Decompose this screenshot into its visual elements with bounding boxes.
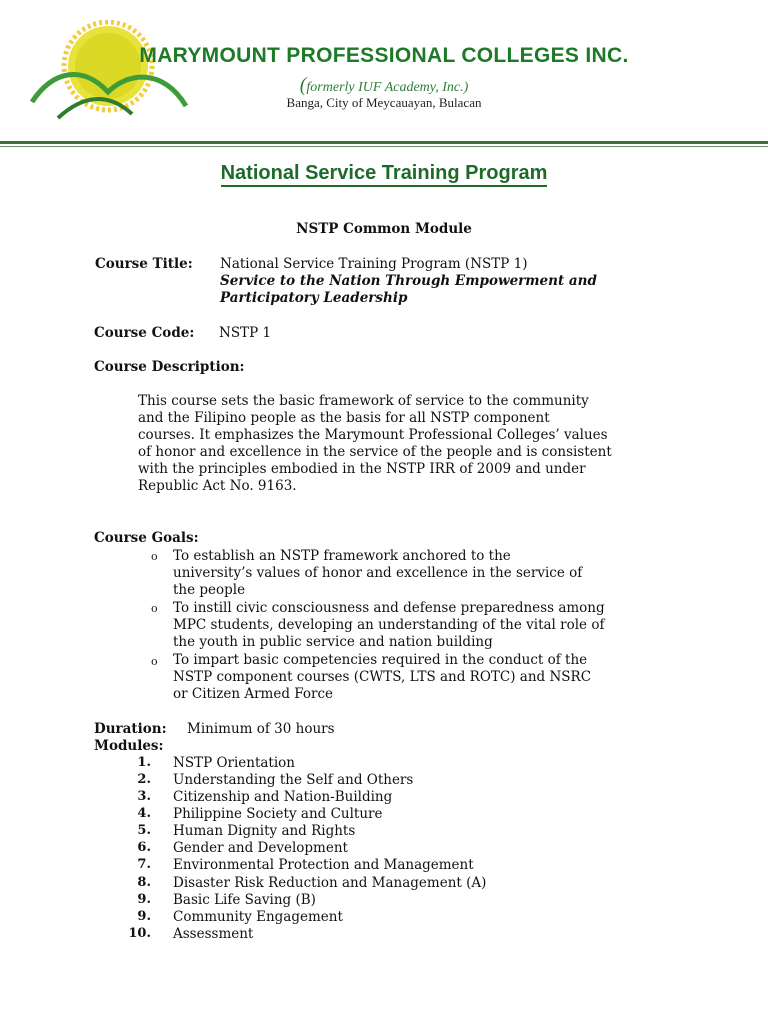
goal-bullet: o bbox=[151, 655, 158, 668]
header-divider bbox=[0, 141, 768, 144]
goal-line: To instill civic consciousness and defense preparedness among bbox=[173, 600, 605, 616]
document-title bbox=[0, 162, 768, 185]
modules-label: Modules: bbox=[94, 738, 164, 754]
module-item: Gender and Development bbox=[173, 840, 348, 856]
description-line: with the principles embodied in the NSTP IRR of 2009 and under bbox=[138, 461, 586, 477]
goal-line: university’s values of honor and excellence in the service of bbox=[173, 565, 583, 581]
module-item: Citizenship and Nation-Building bbox=[173, 789, 393, 805]
course-description-label: Course Description: bbox=[94, 359, 245, 375]
module-item: Assessment bbox=[173, 926, 254, 942]
former-name-text: formerly IUF Academy, Inc.) bbox=[306, 80, 469, 95]
goal-line: NSTP component courses (CWTS, LTS and ROTC) and NSRC bbox=[173, 669, 592, 685]
document-title-text: National Service Training Program bbox=[221, 162, 548, 187]
module-number: 9. bbox=[137, 909, 151, 924]
description-line: of honor and excellence in the service of the people and is consistent bbox=[138, 444, 612, 460]
description-line: courses. It emphasizes the Marymount Professional Colleges’ values bbox=[138, 427, 608, 443]
goal-line: or Citizen Armed Force bbox=[173, 686, 334, 702]
module-item: Environmental Protection and Management bbox=[173, 857, 474, 873]
header-divider-thin bbox=[0, 146, 768, 147]
former-name-paren: ( bbox=[299, 74, 307, 96]
course-subtitle-line: Participatory Leadership bbox=[220, 290, 408, 306]
duration-value: Minimum of 30 hours bbox=[187, 721, 335, 737]
module-heading: NSTP Common Module bbox=[296, 221, 472, 237]
goal-bullet: o bbox=[151, 602, 158, 615]
goal-line: MPC students, developing an understanding of the vital role of bbox=[173, 617, 605, 633]
module-number: 10. bbox=[128, 926, 151, 941]
module-item: Community Engagement bbox=[173, 909, 343, 925]
module-item: Philippine Society and Culture bbox=[173, 806, 383, 822]
module-item: Disaster Risk Reduction and Management (A) bbox=[173, 875, 487, 891]
module-number: 1. bbox=[137, 755, 151, 770]
module-number: 6. bbox=[137, 840, 151, 855]
module-number: 2. bbox=[137, 772, 151, 787]
description-line: Republic Act No. 9163. bbox=[138, 478, 297, 494]
description-line: This course sets the basic framework of service to the community bbox=[138, 393, 589, 409]
module-number: 4. bbox=[137, 806, 151, 821]
course-subtitle-line: Service to the Nation Through Empowerment and bbox=[220, 273, 597, 289]
college-address: Banga, City of Meycauayan, Bulacan bbox=[286, 95, 482, 110]
module-number: 9. bbox=[137, 892, 151, 907]
module-item: Understanding the Self and Others bbox=[173, 772, 414, 788]
college-name: MARYMOUNT PROFESSIONAL COLLEGES INC. bbox=[139, 44, 629, 67]
module-number: 8. bbox=[137, 875, 151, 890]
course-title-value: National Service Training Program (NSTP 1) bbox=[220, 256, 528, 272]
course-code-label: Course Code: bbox=[94, 325, 195, 341]
goal-bullet: o bbox=[151, 550, 158, 563]
letterhead bbox=[0, 0, 768, 150]
module-number: 3. bbox=[137, 789, 151, 804]
description-line: and the Filipino people as the basis for all NSTP component bbox=[138, 410, 550, 426]
course-goals-label: Course Goals: bbox=[94, 530, 199, 546]
course-code-value: NSTP 1 bbox=[219, 325, 272, 341]
module-item: Basic Life Saving (B) bbox=[173, 892, 316, 908]
module-item: NSTP Orientation bbox=[173, 755, 296, 771]
goal-line: the youth in public service and nation building bbox=[173, 634, 493, 650]
course-title-label: Course Title: bbox=[95, 256, 193, 272]
module-item: Human Dignity and Rights bbox=[173, 823, 356, 839]
module-number: 5. bbox=[137, 823, 151, 838]
goal-line: the people bbox=[173, 582, 246, 598]
goal-line: To establish an NSTP framework anchored to the bbox=[173, 548, 511, 564]
former-name bbox=[0, 74, 768, 97]
goal-line: To impart basic competencies required in the conduct of the bbox=[173, 652, 588, 668]
duration-label: Duration: bbox=[94, 721, 167, 737]
module-number: 7. bbox=[137, 857, 151, 872]
